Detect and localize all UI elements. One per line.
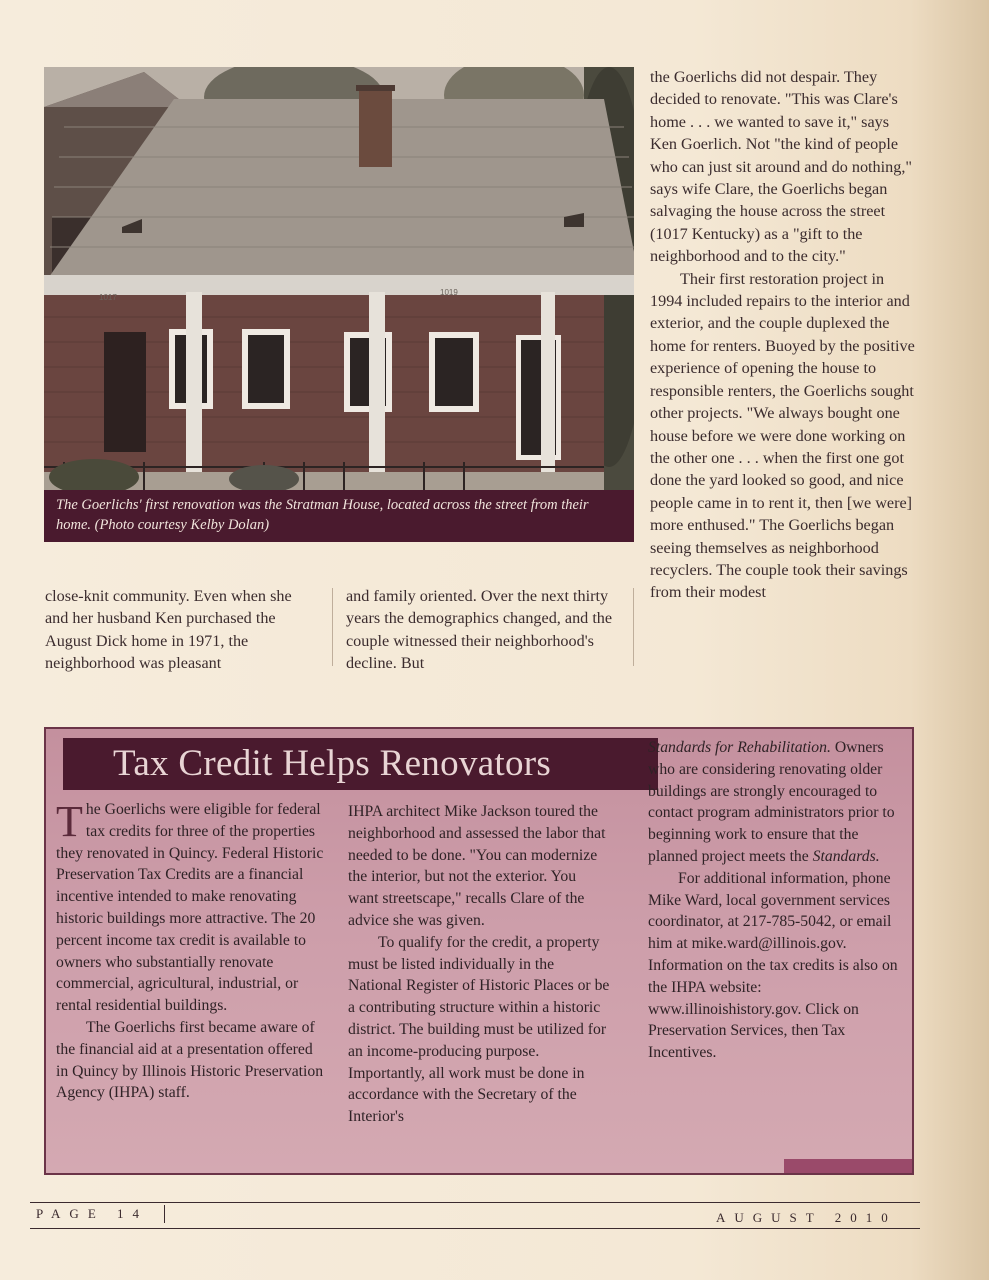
sidebar-column-3 xyxy=(648,737,910,1064)
tax-credit-sidebar xyxy=(44,727,914,1175)
sidebar-col2-para2: To qualify for the credit, a property must be listed individually in the National Register of Historic Places or be a contributing structure within a historic district. The building must be utilized for an income-producing purpose. Importantly, all work must be done in accordance with the Secretary of the Interior's xyxy=(348,933,610,1126)
column-divider xyxy=(633,588,634,666)
article-col1-text: close-knit community. Even when she and her husband Ken purchased the August Dick home in 1971, the neighborhood was pleasant xyxy=(45,587,292,673)
article-column-2 xyxy=(346,585,618,675)
drop-cap: T xyxy=(56,797,83,846)
sidebar-column-1 xyxy=(56,799,328,1104)
page-number: PAGE 14 xyxy=(36,1206,149,1221)
article-col3-para2: Their first restoration project in 1994 included repairs to the interior and exterior, and the couple duplexed the home for renters. Buoyed by the positive experience of opening the house to responsible renters, the Goerlichs sought other projects. "We always bought one house before we were done working on the other one . . . when the first one got done the yard looked so good, and nice people came in to rent it, then [we were] more enthused." The Goerlichs began seeing themselves as neighborhood recyclers. The couple took their savings from their modest xyxy=(650,269,915,602)
sidebar-accent-bar xyxy=(784,1159,912,1173)
standards-ref: Standards. xyxy=(812,847,880,865)
article-column-1 xyxy=(45,585,315,675)
sidebar-col3-para1: Owners who are considering renovating older buildings are strongly encouraged to contact program administrators prior to beginning work to ensure that the planned project meets the xyxy=(648,739,895,865)
article-column-3 xyxy=(650,66,920,604)
footer-rule-bottom xyxy=(30,1228,920,1229)
column-divider xyxy=(332,588,333,666)
standards-title: Standards for Rehabilitation. xyxy=(648,739,831,756)
article-col2-text: and family oriented. Over the next thirty years the demographics changed, and the couple witnessed their neighborhood's decline. But xyxy=(346,587,613,673)
sidebar-col1-para2: The Goerlichs first became aware of the financial aid at a presentation offered in Quincy by Illinois Historic Preservation Agency (IHPA) staff. xyxy=(56,1018,324,1102)
sidebar-column-2 xyxy=(348,801,610,1128)
sidebar-title: Tax Credit Helps Renovators xyxy=(63,738,658,790)
photo-caption: The Goerlichs' first renovation was the Stratman House, located across the street from their home. (Photo courtesy Kelby Dolan) xyxy=(44,490,634,542)
footer-rule-top xyxy=(30,1202,920,1203)
sidebar-col3-para2: For additional information, phone Mike Ward, local government services coordinator, at 217-785-5042, or email him at mike.ward@illinois.gov. Information on the tax credits is also on the IHPA website: www.illinoishistory.gov. Click on Preservation Services, then Tax Incentives. xyxy=(648,869,898,1062)
house-number-1017: 1017 xyxy=(99,293,117,302)
sidebar-col2-para1: IHPA architect Mike Jackson toured the neighborhood and assessed the labor that needed to be done. "You can modernize the interior, but not the exterior. You want streetscape," recalls Clare of the advice she was given. xyxy=(348,803,606,929)
house-photo xyxy=(44,67,634,542)
stratman-house-image xyxy=(44,67,634,542)
article-col3-para1: the Goerlichs did not despair. They decided to renovate. "This was Clare's home . . . we wanted to save it," says Ken Goerlich. Not "the kind of people who can just sit around and do nothing," says wife Clare, the Goerlichs began salvaging the house across the street (1017 Kentucky) as a "gift to the neighborhood and to the city." xyxy=(650,68,912,266)
issue-date: AUGUST 2010 xyxy=(716,1210,897,1225)
sidebar-col1-para1: he Goerlichs were eligible for federal tax credits for three of the properties they renovated in Quincy. Federal Historic Preservation Tax Credits are a financial incentive intended to make renovating historic buildings more attractive. The 20 percent income tax credit is available to owners who substantially renovate commercial, agricultural, industrial, or rental residential buildings. xyxy=(56,801,324,1015)
house-number-1019: 1019 xyxy=(440,288,458,297)
